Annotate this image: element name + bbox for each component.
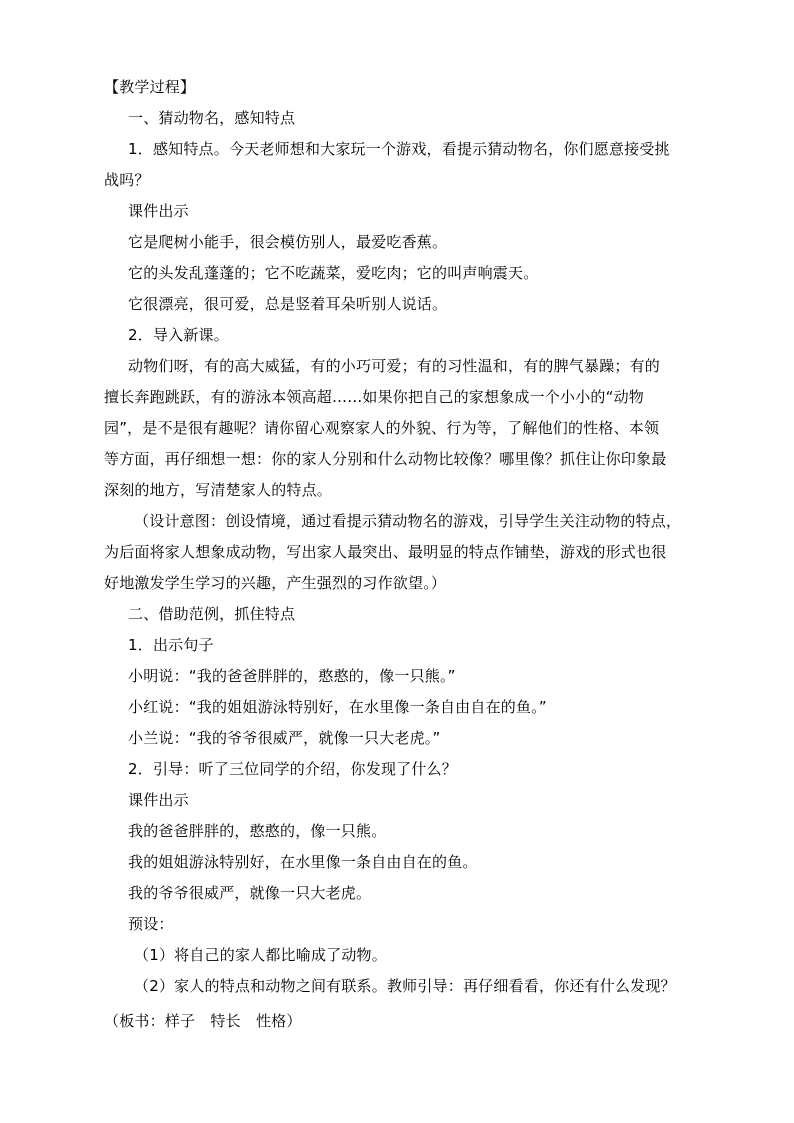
quote-xiaolan: 小兰说：“我的爷爷很威严，就像一只大老虎。” xyxy=(128,729,441,747)
part2-heading: 二、借助范例，抓住特点 xyxy=(128,605,296,623)
intro-paragraph-line: 园”，是不是很有趣呢？请你留心观察家人的外貌、行为等，了解他们的性格、本领 xyxy=(104,419,660,437)
intro-paragraph-line: 擅长奔跑跳跃，有的游泳本领高超……如果你把自己的家想象成一个小小的“动物 xyxy=(104,388,644,406)
preset-label: 预设： xyxy=(128,915,174,933)
design-intent-line: （设计意图：创设情境，通过看提示猜动物名的游戏，引导学生关注动物的特点， xyxy=(134,512,682,530)
intro-paragraph-line: 等方面，再仔细想一想：你的家人分别和什么动物比较像？哪里像？抓住让你印象最 xyxy=(104,450,667,468)
section-header: 【教学过程】 xyxy=(104,78,196,96)
riddle-3: 它很漂亮，很可爱，总是竖着耳朵听别人说话。 xyxy=(128,295,448,313)
part1-step1-line1: 1．感知特点。今天老师想和大家玩一个游戏，看提示猜动物名，你们愿意接受挑 xyxy=(128,140,670,158)
part2-step1: 1．出示句子 xyxy=(128,636,214,654)
riddle-2: 它的头发乱蓬蓬的；它不吃蔬菜，爱吃肉；它的叫声响震天。 xyxy=(128,264,539,282)
example-sentence: 我的姐姐游泳特别好，在水里像一条自由自在的鱼。 xyxy=(128,853,478,871)
part1-heading: 一、猜动物名，感知特点 xyxy=(128,109,296,127)
example-sentence: 我的爷爷很威严，就像一只大老虎。 xyxy=(128,884,372,902)
design-intent-line: 为后面将家人想象成动物，写出家人最突出、最明显的特点作铺垫，游戏的形式也很 xyxy=(104,543,667,561)
part1-step2: 2．导入新课。 xyxy=(128,326,229,344)
example-sentence: 我的爸爸胖胖的，憨憨的，像一只熊。 xyxy=(128,822,387,840)
courseware-label: 课件出示 xyxy=(128,791,189,809)
part2-step2: 2．引导：听了三位同学的介绍，你发现了什么？ xyxy=(128,760,457,778)
preset-item: （1）将自己的家人都比喻成了动物。 xyxy=(134,946,387,964)
courseware-label: 课件出示 xyxy=(128,202,189,220)
riddle-1: 它是爬树小能手，很会模仿别人，最爱吃香蕉。 xyxy=(128,233,448,251)
part1-step1-line2: 战吗？ xyxy=(104,171,150,189)
intro-paragraph-line: 动物们呀，有的高大威猛，有的小巧可爱；有的习性温和，有的脾气暴躁；有的 xyxy=(128,357,661,375)
quote-xiaohong: 小红说：“我的姐姐游泳特别好，在水里像一条自由自在的鱼。” xyxy=(128,698,547,716)
preset-item: （2）家人的特点和动物之间有联系。教师引导：再仔细看看，你还有什么发现？ xyxy=(134,977,676,995)
board-note: （板书：样子 特长 性格） xyxy=(104,1012,302,1030)
quote-xiaoming: 小明说：“我的爸爸胖胖的，憨憨的，像一只熊。” xyxy=(128,667,456,685)
intro-paragraph-line: 深刻的地方，写清楚家人的特点。 xyxy=(104,481,333,499)
design-intent-line: 好地激发学生学习的兴趣，产生强烈的习作欲望。） xyxy=(104,574,447,592)
